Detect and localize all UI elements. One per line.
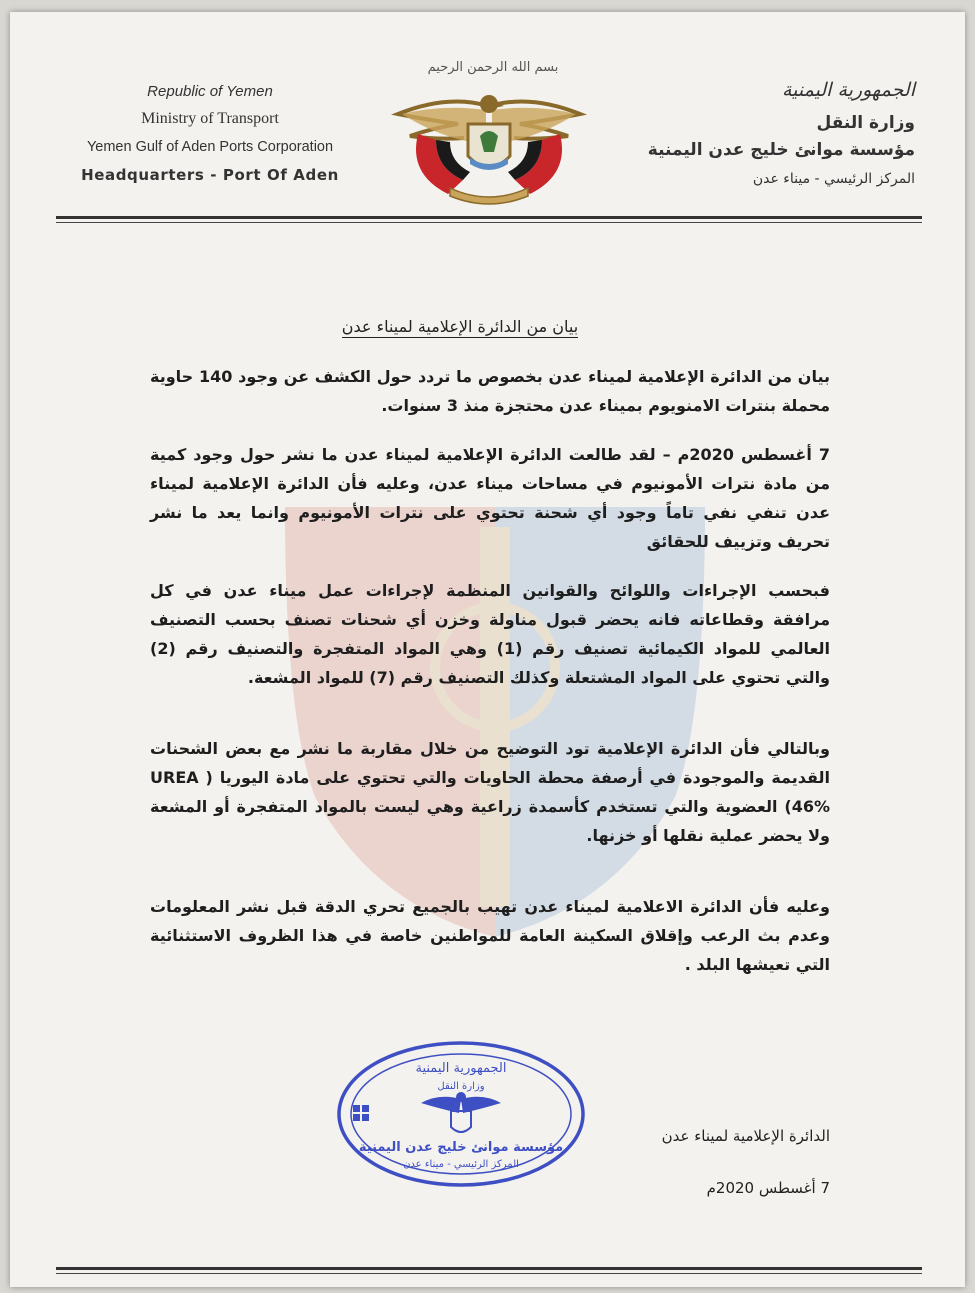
stamp-bottom-text: المركز الرئيسي - ميناء عدن: [403, 1159, 519, 1170]
paragraph-denial: 7 أغسطس 2020م – لقد طالعت الدائرة الإعلامية لميناء عدن ما نشر حول وجود كمية من مادة نترات الأمونيوم في مساحات ميناء عدن، وعليه فأن الدائرة الإعلامية لميناء عدن تنفي نفي تاماً وجود أي شحنة تحتوي على نترات الأمونيوم وانما يعد ما نشر تحريف وتزييف للحقائق: [150, 445, 830, 551]
header-ar-ministry: وزارة النقل: [816, 113, 915, 133]
statement-title: [260, 317, 660, 336]
header-country: Republic of Yemen: [147, 83, 273, 100]
paragraph-appeal: وعليه فأن الدائرة الاعلامية لميناء عدن تهيب بالجميع تحري الدقة قبل نشر المعلومات وعدم بث الرعب وإقلاق السكينة العامة للمواطنين خاصة في هذا الظروف الاستثنائية التي تعيشها البلد .: [150, 897, 830, 974]
stamp-ring-text: مؤسسة موانئ خليج عدن اليمنية: [358, 1140, 564, 1155]
header-english: [60, 80, 360, 190]
header-ar-corporation: مؤسسة موانئ خليج عدن اليمنية: [647, 140, 915, 160]
footer-divider: [56, 1267, 922, 1270]
stamp-corner-mark: [353, 1105, 369, 1121]
paragraph-regulations: فبحسب الإجراءات واللوائح والقوانين المنظمة لإجراءات عمل ميناء عدن في كل مرافقة وقطاعاته فانه يحضر قبول مناولة وخزن أي شحنات تصنف بحسب التصنيف العالمي للمواد الكيمائية تصنيف رقم (1) وهي المواد المتفجرة والتصنيف رقم (2) والتي تحتوي على المواد المشتعلة وكذلك التصنيف رقم (7) للمواد المشعة.: [150, 581, 830, 687]
header-divider: [56, 216, 922, 219]
yemen-eagle-emblem-icon: [388, 84, 590, 209]
stamp-sub-text: وزارة النقل: [437, 1081, 485, 1092]
stamp-eagle-icon: [421, 1092, 501, 1132]
statement-body: [150, 362, 830, 979]
signature-department: الدائرة الإعلامية لميناء عدن: [661, 1127, 830, 1145]
header-arabic: [615, 70, 915, 194]
signature-block: [662, 1110, 830, 1214]
header-headquarters: Headquarters - Port Of Aden: [81, 166, 339, 184]
paragraph-urea-clarification: وبالتالي فأن الدائرة الإعلامية تود التوضيح من خلال مقاربة ما نشر مع بعض الشحنات القديمة والموجودة في أرصفة محطة الحاويات والتي تحتوي على مادة اليوريا ( UREA 46%) العضوية والتي تستخدم كأسمدة زراعية وهي ليست بالمواد المتفجرة أو المشعة ولا يحضر عملية نقلها أو خزنها.: [150, 739, 830, 845]
header-ministry: Ministry of Transport: [141, 110, 279, 127]
statement-title-text: بيان من الدائرة الإعلامية لميناء عدن: [341, 317, 579, 336]
header-ar-headquarters: المركز الرئيسي - ميناء عدن: [752, 171, 915, 187]
header-corporation: Yemen Gulf of Aden Ports Corporation: [86, 139, 334, 155]
footer-divider-thin: [56, 1273, 922, 1274]
stamp-top-text: الجمهورية اليمنية: [415, 1061, 507, 1076]
letter-sheet: [10, 12, 965, 1287]
paragraph-intro: بيان من الدائرة الإعلامية لميناء عدن بخصوص ما تردد حول الكشف عن وجود 140 حاوية محملة بنترات الامنويوم بميناء عدن محتجزة منذ 3 سنوات.: [150, 367, 830, 415]
signature-date: 7 أغسطس 2020م: [706, 1179, 830, 1197]
official-stamp: [335, 1039, 587, 1189]
header-ar-country: الجمهورية اليمنية: [781, 79, 915, 101]
header-divider-thin: [56, 222, 922, 223]
basmala: بسم الله الرحمن الرحيم: [427, 60, 559, 75]
